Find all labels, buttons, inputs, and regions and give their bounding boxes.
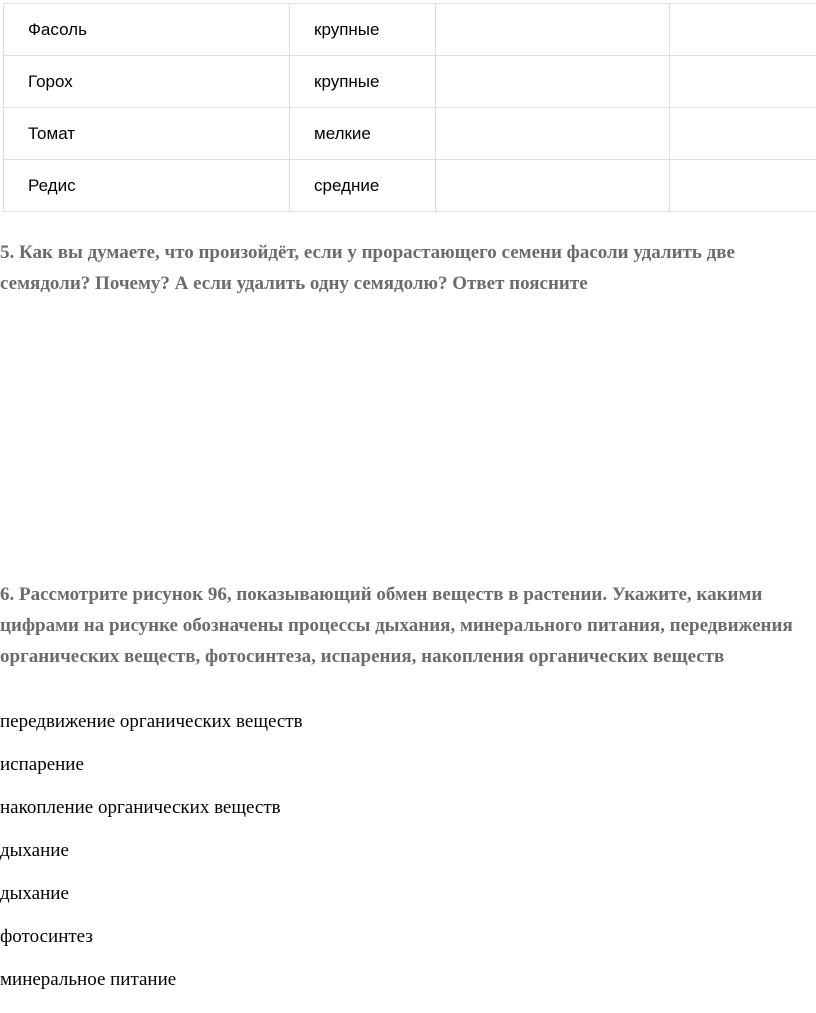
- blank-cell: [436, 160, 670, 212]
- seed-size-cell: крупные: [290, 56, 436, 108]
- blank-cell: [670, 56, 816, 108]
- list-item: минеральное питание: [0, 969, 177, 990]
- plant-cell: Фасоль: [4, 4, 290, 56]
- question-5: 5. Как вы думаете, что произойдёт, если у прорастающего семени фасоли удалить две семядоли? Почему? А если удалить одну семядолю? Ответ поясните: [0, 242, 735, 294]
- table-row: [4, 4, 816, 56]
- blank-cell: [670, 108, 816, 160]
- seed-size-table: [3, 3, 816, 212]
- list-item: дыхание: [0, 840, 69, 861]
- blank-cell: [436, 4, 670, 56]
- plant-cell: Томат: [4, 108, 290, 160]
- blank-cell: [670, 160, 816, 212]
- seed-size-cell: крупные: [290, 4, 436, 56]
- seed-size-cell: средние: [290, 160, 436, 212]
- answer-list: [0, 711, 303, 1012]
- table-row: [4, 108, 816, 160]
- list-item: дыхание: [0, 883, 69, 904]
- blank-cell: [670, 4, 816, 56]
- blank-cell: [436, 56, 670, 108]
- blank-cell: [436, 108, 670, 160]
- question-6: 6. Рассмотрите рисунок 96, показывающий обмен веществ в растении. Укажите, какими цифрами на рисунке обозначены процессы дыхания, минерального питания, передвижения органических веществ, фотосинтеза, испарения, накопления органических веществ: [0, 584, 793, 667]
- table-row: [4, 160, 816, 212]
- table-row: [4, 56, 816, 108]
- seed-size-cell: мелкие: [290, 108, 436, 160]
- list-item: фотосинтез: [0, 926, 93, 947]
- plant-cell: Редис: [4, 160, 290, 212]
- list-item: испарение: [0, 754, 84, 775]
- list-item: передвижение органических веществ: [0, 711, 303, 732]
- plant-cell: Горох: [4, 56, 290, 108]
- list-item: накопление органических веществ: [0, 797, 281, 818]
